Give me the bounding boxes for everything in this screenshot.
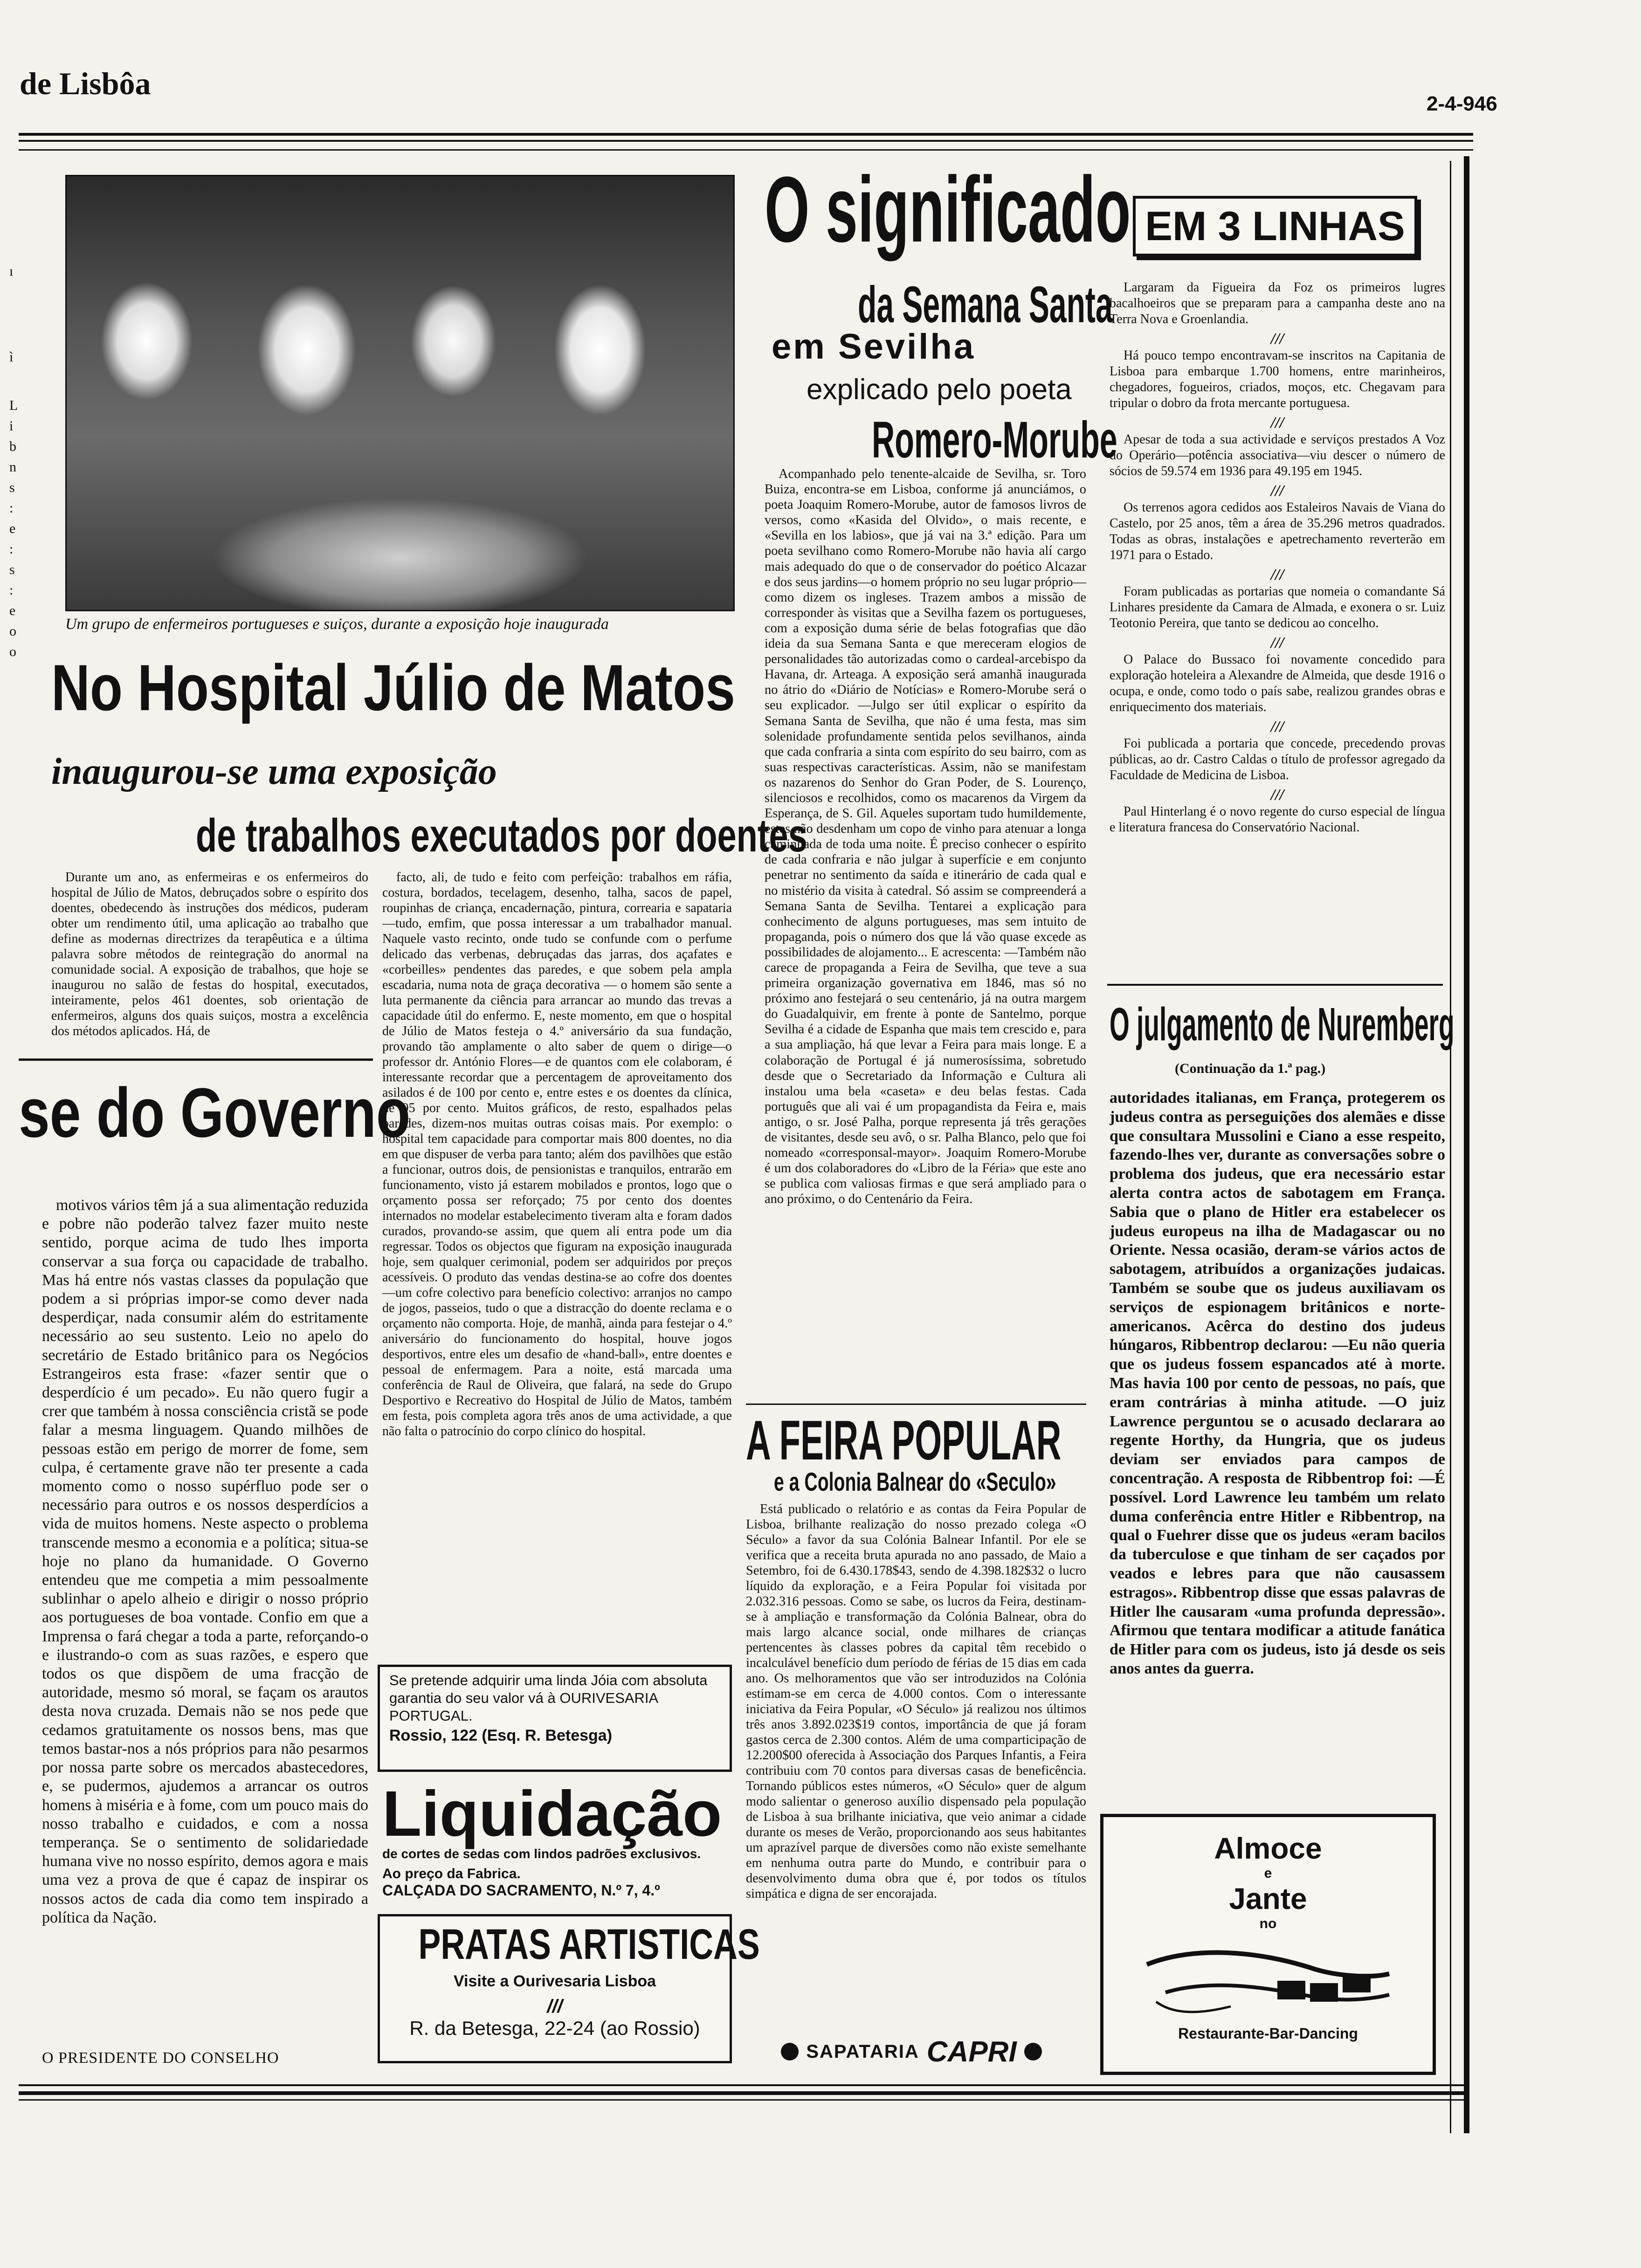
feira-headline: A FEIRA POPULAR: [746, 1409, 1062, 1472]
semana-body: Acompanhado pelo tenente-alcaide de Sevilha, sr. Toro Buiza, encontra-se em Lisboa, conforme já anunciámos, o poeta Joaquim Romero-Morube, autor de famosos livros de versos, como «Kasida del Olvido», o mais recente, e «Sevilla en los labios», que já vai na 3.ª edição. Para um poeta sevilhano como Romero-Morube não havia alí cargo mais adequado do que o de conservador do poético Alcazar e dos seus jardins—o homem próprio no seu lugar próprio—como dizem os ingleses. Trazem ambos a missão de corresponder às visitas que a Sevilha fazem os portugueses, com a exposição duma série de belas fotografias que dão ideia da sua Semana Santa e que mereceram elogios de personalidades tão autorizadas como o cardeal-arcebispo da Havana, dr. Arteaga. A exposição será amanhã inaugurada no átrio do «Diário de Notícias» e Romero-Morube será o seu explicador. —Julgo ser útil explicar o espírito da Semana Santa de Sevilha, que não é uma festa, mas sim solenidade profundamente sentida pelos sevilhanos, ainda que cada confraria a sinta com espírito do seu bairro, com as suas respectivas características. Assim, não se manifestam os nazarenos do Senhor do Gran Poder, de S. Lourenço, silenciosos e recolhidos, como os macarenos da Virgem da Esperança, de S. Gil. Aqueles suportam tudo humildemente, estes não desdenham um copo de vinho para atenuar a longa caminhada de toda uma noite. É preciso conhecer o espírito de cada confraria e não julgar à superfície e em conjunto penetrar no sentimento da saída e itinerário de cada qual e no mistério da visita à catedral. Só assim se compreenderá a Semana Santa de Sevilha. Tentarei a explicação para conhecimento de alguns portugueses, mas sem intuito de propaganda, pois o número dos que lá vão quase excede as possibilidades de alojamento... E acrescenta: —Também não carece de propaganda a Feira de Sevilha, que teve a sua primeira organização governativa em 1846, mas só no próximo ano festejará o seu centenário, já na outra margem do Guadalquivir, em frente à ponte de Santelmo, porque Sevilha é a cidade de Espanha que mais tem crescido e, para a sua ampliação, há que levar a Feira para mais longe. E a colaboração de Portugal é já numerosíssima, sobretudo desde que o Secretariado da Informação e Cultura ali instalou uma bela «caseta» e deu belas festas. Cada português que ali vai é um propagandista da Feira e, mais antigo, o sr. José Palha, porque representa já três gerações de visitantes, desde seu avô, o sr. Palha Blanco, pelo que foi nomeado «corresponsal-mayor». Joaquim Romero-Morube é um dos colaboradores do «Libro de la Féria» que este ano se publica com valiosas firmas e que será ampliado para o ano próximo, o do Centenário da Feira.: [765, 467, 1086, 1207]
em3linhas-title: EM 3 LINHAS: [1145, 203, 1405, 249]
em3linhas-separator: ///: [1270, 718, 1284, 735]
nuremberg-rule: [1107, 984, 1443, 986]
em3linhas-box: [1133, 196, 1417, 256]
ad-capri-brand: CAPRI: [926, 2035, 1017, 2068]
hospital-col1: Durante um ano, as enfermeiras e os enfermeiros do hospital de Júlio de Matos, debruçados sobre o espírito dos doentes, obedecendo às instruções dos médicos, puderam obter um rendimento útil, uma aplicação ao trabalho que define as modernas directrizes da terapêutica e a última palavra sobre métodos de reintegração do anormal na comunidade social. A exposição de trabalhos, que hoje se inaugurou no salão de festas do hospital, executados, inteiramente, pelos 461 doentes, sob orientação de enfermeiros, alguns dos quais suiços, mostra a excelência dos métodos aplicados. Há, de: [51, 870, 368, 1038]
ad-joia-address: Rossio, 122 (Esq. R. Betesga): [389, 1727, 613, 1744]
em3linhas-separator: ///: [1270, 566, 1284, 583]
ad-pratas-line2: R. da Betesga, 22-24 (ao Rossio): [409, 2017, 700, 2039]
semana-line5: Romero-Morube: [872, 411, 1117, 469]
ad-liquidacao-line3: CALÇADA DO SACRAMENTO, N.º 7, 4.º: [382, 1882, 660, 1899]
feira-rule: [746, 1404, 1086, 1405]
right-page-border: [1464, 156, 1469, 2133]
feira-subhead: e a Colonia Balnear do «Seculo»: [774, 1467, 1056, 1496]
governo-headline: se do Governo: [19, 1073, 411, 1152]
ad-liquidacao-line2: Ao preço da Fabrica.: [382, 1866, 521, 1881]
ad-pratas-sep: ///: [547, 1996, 563, 2017]
em3linhas-item: Foram publicadas as portarias que nomeia o comandante Sá Linhares presidente da Camara de Almada, e exonera o sr. Luiz Teotonio Pereira, que tanto se dedicou ao concelho.: [1110, 584, 1445, 630]
em3linhas-item: Apesar de toda a sua actividade e serviços prestados A Voz do Operário—potência associativa—viu descer o número de sócios de 59.574 em 1936 para 49.195 em 1945.: [1110, 432, 1445, 478]
em3linhas-item: Os terrenos agora cedidos aos Estaleiros Navais de Viana do Castelo, por 25 anos, têm a área de 35.296 metros quadrados. Todas as obras, instalações e apetrechamento reverterão em 1971 para o Estado.: [1110, 500, 1445, 562]
ad-joia-text: Se pretende adquirir uma linda Jóia com absoluta garantia do seu valor vá à OURIVESARIA PORTUGAL.: [389, 1672, 708, 1724]
hospital-col2: facto, ali, de tudo e feito com perfeição: trabalhos em ráfia, costura, bordados, tecelagem, desenho, talha, sacos de papel, roupinhas de criança, encadernação, pintura, correaria e sapataria—tudo, emfim, que possa interessar a um trabalhador manual. Naquele vasto recinto, onde tudo se confunde com o perfume delicado das verbenas, debruçadas das jarras, dos açafates e «corbeilles» pendentes das paredes, e que sobem pela ampla escadaria, numa nota de graça decorativa — o homem são sente a luta permanente da ciência para arrancar ao mundo das trevas a capacidade útil do enfermo. E, neste momento, em que o hospital de Júlio de Matos festeja o 4.º aniversário da sua fundação, provando tão amplamente o alto saber de quem o dirige—o professor dr. António Flores—e de quantos com ele colaboram, é interessante recordar que a percentagem de aproveitamento dos asilados é de 100 por cento e, entre estes e os doentes da clínica, de 95 por cento. Muitos gráficos, de resto, espalhados pelas paredes, dizem-nos muitas outras coisas mais. Por exemplo: o hospital tem capacidade para comportar mais 800 doentes, no dia em que dispuser de verba para tanto; além dos pavilhões que estão a funcionar, outros dois, de pensionistas e tranquilos, entrarão em funcionamento, visto já estarem mobilados e prontos, logo que o orçamento possa ser reforçado; 75 por cento dos doentes internados no modelar estabelecimento tiveram alta e foram dados curados, provando-se assim, que quem ali entra pode um dia regressar. Todos os objectos que figuram na exposição inaugurada hoje, sem qualquer cerimonial, podem ser adquiridos por preços acessíveis. O produto das vendas destina-se ao cofre dos doentes—um cofre colectivo para benefício colectivo: arranjos no campo de jogos, passeios, tudo o que a distracção do doente reclama e o orçamento não comporta. Hoje, de manhã, ainda para festejar o 4.º aniversário do funcionamento do hospital, houve jogos desportivos, entre eles um desafio de «hand-ball», entre doentes e pessoal de enfermagem. Para a noite, está marcada uma conferência de Raul de Oliveira, que falará, na sede do Grupo Desportivo e Recreativo do Hospital de Júlio de Matos, também em festa, pois completa agora três anos de uma actividade, a que não falta o patrocínio do corpo clínico do hospital.: [382, 870, 732, 1438]
hospital-headline: No Hospital Júlio de Matos: [51, 651, 736, 724]
ad-almoce-e: e: [1264, 1866, 1272, 1881]
capri-dot-right: [1024, 2043, 1042, 2061]
nuremberg-body: autoridades italianas, em França, protegerem os judeus contra as perseguições dos alemães e disse que consultara Mussolini e Ciano a esse respeito, fazendo-lhes ver, durante as conversações sobre o problema dos judeus, que era necessário estar alerta contra actos de sabotagem em França. Sabia que o plano de Hitler era estabelecer os judeus europeus na ilha de Madagascar ou no Oriente. Nessa ocasião, deram-se vários actos de sabotagem, atribuídos a organizações judaicas. Também se soube que os judeus auxiliavam os serviços de espionagem britânicos e norte-americanos. Acêrca do destino dos judeus húngaros, Ribbentrop declarou: —Eu não queria que os judeus fossem espancados até à morte. Mas havia 100 por cento de pessoas, no país, que eram contrárias à minha atitude. —O juiz Lawrence perguntou se o acusado declarara ao regente Horthy, da Hungria, que os judeus deviam ser enviados para campos de concentração. A resposta de Ribbentrop foi: —É possível. Lord Lawrence leu também um relato duma conferência entre Hitler e Ribbentrop, na qual o Fuehrer disse que os judeus «eram bacilos da tuberculose e que tinham de ser caçados por veados e lebres para que não causassem estragos». Ribbentrop disse que essas palavras de Hitler lhe causaram «uma profunda depressão». Afirmou que tentara modificar a atitude fanática de Hitler para com os judeus, isto já desde os seis anos antes da guerra.: [1110, 1089, 1445, 1677]
em3linhas-item: Foi publicada a portaria que concede, precedendo provas públicas, ao dr. Castro Caldas o título de professor agregado da Faculdade de Medicina de Lisboa.: [1110, 736, 1445, 782]
footer-rule-1: [19, 2084, 1469, 2086]
governo-body: motivos vários têm já a sua alimentação reduzida e pobre não poderão talvez fazer muito neste sentido, porque acima de tudo lhes importa conservar a sua força ou capacidade de trabalho. Mas há entre nós vastas classes da população que podem a si próprias impor-se como dever nada desperdiçar, nada consumir além do estritamente necessário ao seu sustento. Leio no apelo do secretário de Estado britânico para os Negócios Estrangeiros esta frase: «fazer sentir que o desperdício é um pecado». Eu não quero fugir a crer que também à nossa consciência cristã se pode falar a mesma linguagem. Quando milhões de pessoas estão em perigo de morrer de fome, sem culpa, é certamente grave não ter presente a cada momento como o nosso supérfluo pode ser o necessário para outros e os nossos desperdícios a vida de muitos homens. Neste aspecto o problema transcende mesmo a economia e a política; situa-se hoje no plano da humanidade. O Governo entendeu que me competia a mim pessoalmente sublinhar o apelo alheio e dirigir o nosso próprio aos portugueses de boa vontade. Confio em que a Imprensa o fará chegar a toda a parte, reforçando-o e ilustrando-o com as suas razões, e espero que todos os que dispõem de uma fracção de autoridade, mesmo só moral, se façam os arautos desta nova cruzada. Demais não se nos pede que cedamos gratuitamente os nossos bens, mas que temos bastar-nos a nós próprios para não pesarmos por nossa parte sobre os mercados abastecedores, e, se pudermos, ajudemos a arrancar os outros homens à miséria e à fome, com um pouco mais do nosso trabalho e cuidados, e com a nossa temperança. Se o sentimento de solidariedade humana vive no nosso espírito, demos agora e mais uma vez a prova de que é capaz de inspirar os nossos actos de cada dia como tem inspirado a política da Nação.: [42, 1196, 368, 1926]
photo-caption: Um grupo de enfermeiros portugueses e suiços, durante a exposição hoje inaugurada: [65, 615, 609, 633]
masthead-rule-low: [19, 149, 1473, 151]
masthead-rule-top: [19, 133, 1473, 136]
ad-almoce-line1: Almoce: [1214, 1832, 1322, 1865]
em3linhas-separator: ///: [1270, 330, 1284, 347]
semana-headline: O significado: [765, 158, 1131, 262]
em3linhas-item: Paul Hinterlang é o novo regente do curso especial de língua e literatura francesa do Conservatório Nacional.: [1110, 804, 1445, 835]
em3linhas-item: O Palace do Bussaco foi novamente concedido para exploração hoteleira a Alexandre de Almeida, que desde 1916 o ocupa, e onde, como todo o país sabe, realizou grandes obras e enriquecimento dos materiais.: [1110, 652, 1445, 714]
capri-dot-left: [781, 2043, 799, 2061]
semana-line4: explicado pelo poeta: [807, 373, 1072, 406]
governo-rule: [19, 1058, 373, 1061]
ad-liquidacao-title: Liquidação: [382, 1778, 722, 1850]
ad-almoce-line2: Jante: [1229, 1882, 1307, 1915]
ad-liquidacao-line1: de cortes de sedas com lindos padrões exclusivos.: [382, 1846, 701, 1861]
ad-liquidacao: [382, 1778, 732, 1926]
nuremberg-cont: (Continuação da 1.ª pag.): [1175, 1061, 1326, 1076]
almoce-dancers-illustration: [1138, 1936, 1399, 2020]
em3linhas-separator: ///: [1270, 634, 1284, 651]
semana-line2: da Semana Santa: [858, 276, 1113, 333]
feira-body: Está publicado o relatório e as contas da Feira Popular de Lisboa, brilhante realização do nosso prezado colega «O Século» a favor da sua Colónia Balnear Infantil. Por ele se verifica que a receita bruta apurada no ano passado, de Maio a Setembro, foi de 6.430.178$43, sendo de 4.398.182$32 o lucro líquido da exploração, e a Feira Popular foi visitada por 2.032.316 pessoas. Como se sabe, os lucros da Feira, destinam-se à ampliação e transformação da Colónia Balnear, obra do mais largo alcance social, onde milhares de crianças pertencentes às classes pobres da capital têm recebido o incalculável benefício dum período de férias de 15 dias em cada ano. Os melhoramentos que vão ser introduzidos na Colónia estimam-se em cerca de 4.000 contos. Com o interessante iniciativa da Feira Popular, «O Século» já realizou nos últimos três anos 3.892.023$19 contos, importância de que já foram gastos cerca de 2.300 contos. Além de uma comparticipação de 12.200$00 oferecida à Associação dos Parques Infantis, a Feira contribuiu com 70 contos para diversas casas de beneficência. Tornando públicos estes números, «O Século» quer de algum modo salientar o generoso auxílio dispensado pela população de Lisboa à sua brilhante iniciativa, que veio animar a cidade durante os meses de Verão, proporcionando aos seus habitantes um aprazível parque de diversões como não existe semelhante em nenhuma outra parte do Mundo, e contribuir para o desenvolvimento duma obra que é, por todos os títulos simpática e digna de ser encorajada.: [746, 1502, 1086, 1901]
em3linhas-separator: ///: [1270, 414, 1284, 431]
ad-almoce-footer: Restaurante-Bar-Dancing: [1178, 2025, 1358, 2042]
em3linhas-item: Há pouco tempo encontravam-se inscritos na Capitania de Lisboa para embarque 1.700 homens, entre marinheiros, chegadores, fogueiros, criados, moços, etc. Chegavam para tripular o dobro da frota mercante portuguesa.: [1110, 348, 1445, 410]
ad-pratas: [378, 1914, 760, 2063]
hospital-kicker: inaugurou-se uma exposição: [51, 751, 497, 792]
em3linhas-separator: ///: [1270, 786, 1284, 803]
ad-capri-label: SAPATARIA: [806, 2041, 919, 2062]
masthead-title: de Lisbôa: [20, 66, 151, 101]
left-margin-fragments: ı ì L i b n s : e : s : e o o: [9, 263, 18, 659]
nuremberg-headline: O julgamento de Nuremberg: [1110, 998, 1455, 1051]
right-page-border-thin: [1450, 161, 1451, 2133]
hospital-subhead: de trabalhos executados por doentes: [196, 809, 807, 862]
masthead-date: 2-4-946: [1427, 92, 1497, 115]
masthead-rule-mid: [19, 140, 1473, 142]
ad-pratas-line1: Visite a Ourivesaria Lisboa: [453, 1972, 656, 1990]
ad-joia: [378, 1665, 732, 1772]
ad-almoce: [1100, 1814, 1436, 2075]
ad-pratas-title: PRATAS ARTISTICAS: [418, 1921, 760, 1968]
ad-almoce-no: no: [1259, 1916, 1277, 1931]
footer-rule-2: [19, 2091, 1469, 2095]
ad-capri: [734, 2035, 1089, 2068]
photo-nurses: [65, 175, 735, 611]
em3linhas-item: Largaram da Figueira da Foz os primeiros lugres bacalhoeiros que se preparam para a campanha deste ano na Terra Nova e Groenlandia.: [1110, 280, 1445, 326]
em3linhas-list: [1110, 280, 1445, 838]
governo-signature: O PRESIDENTE DO CONSELHO: [42, 2049, 279, 2067]
semana-line3: em Sevilha: [772, 327, 976, 366]
em3linhas-separator: ///: [1270, 482, 1284, 499]
footer-rule-3: [19, 2099, 1469, 2101]
